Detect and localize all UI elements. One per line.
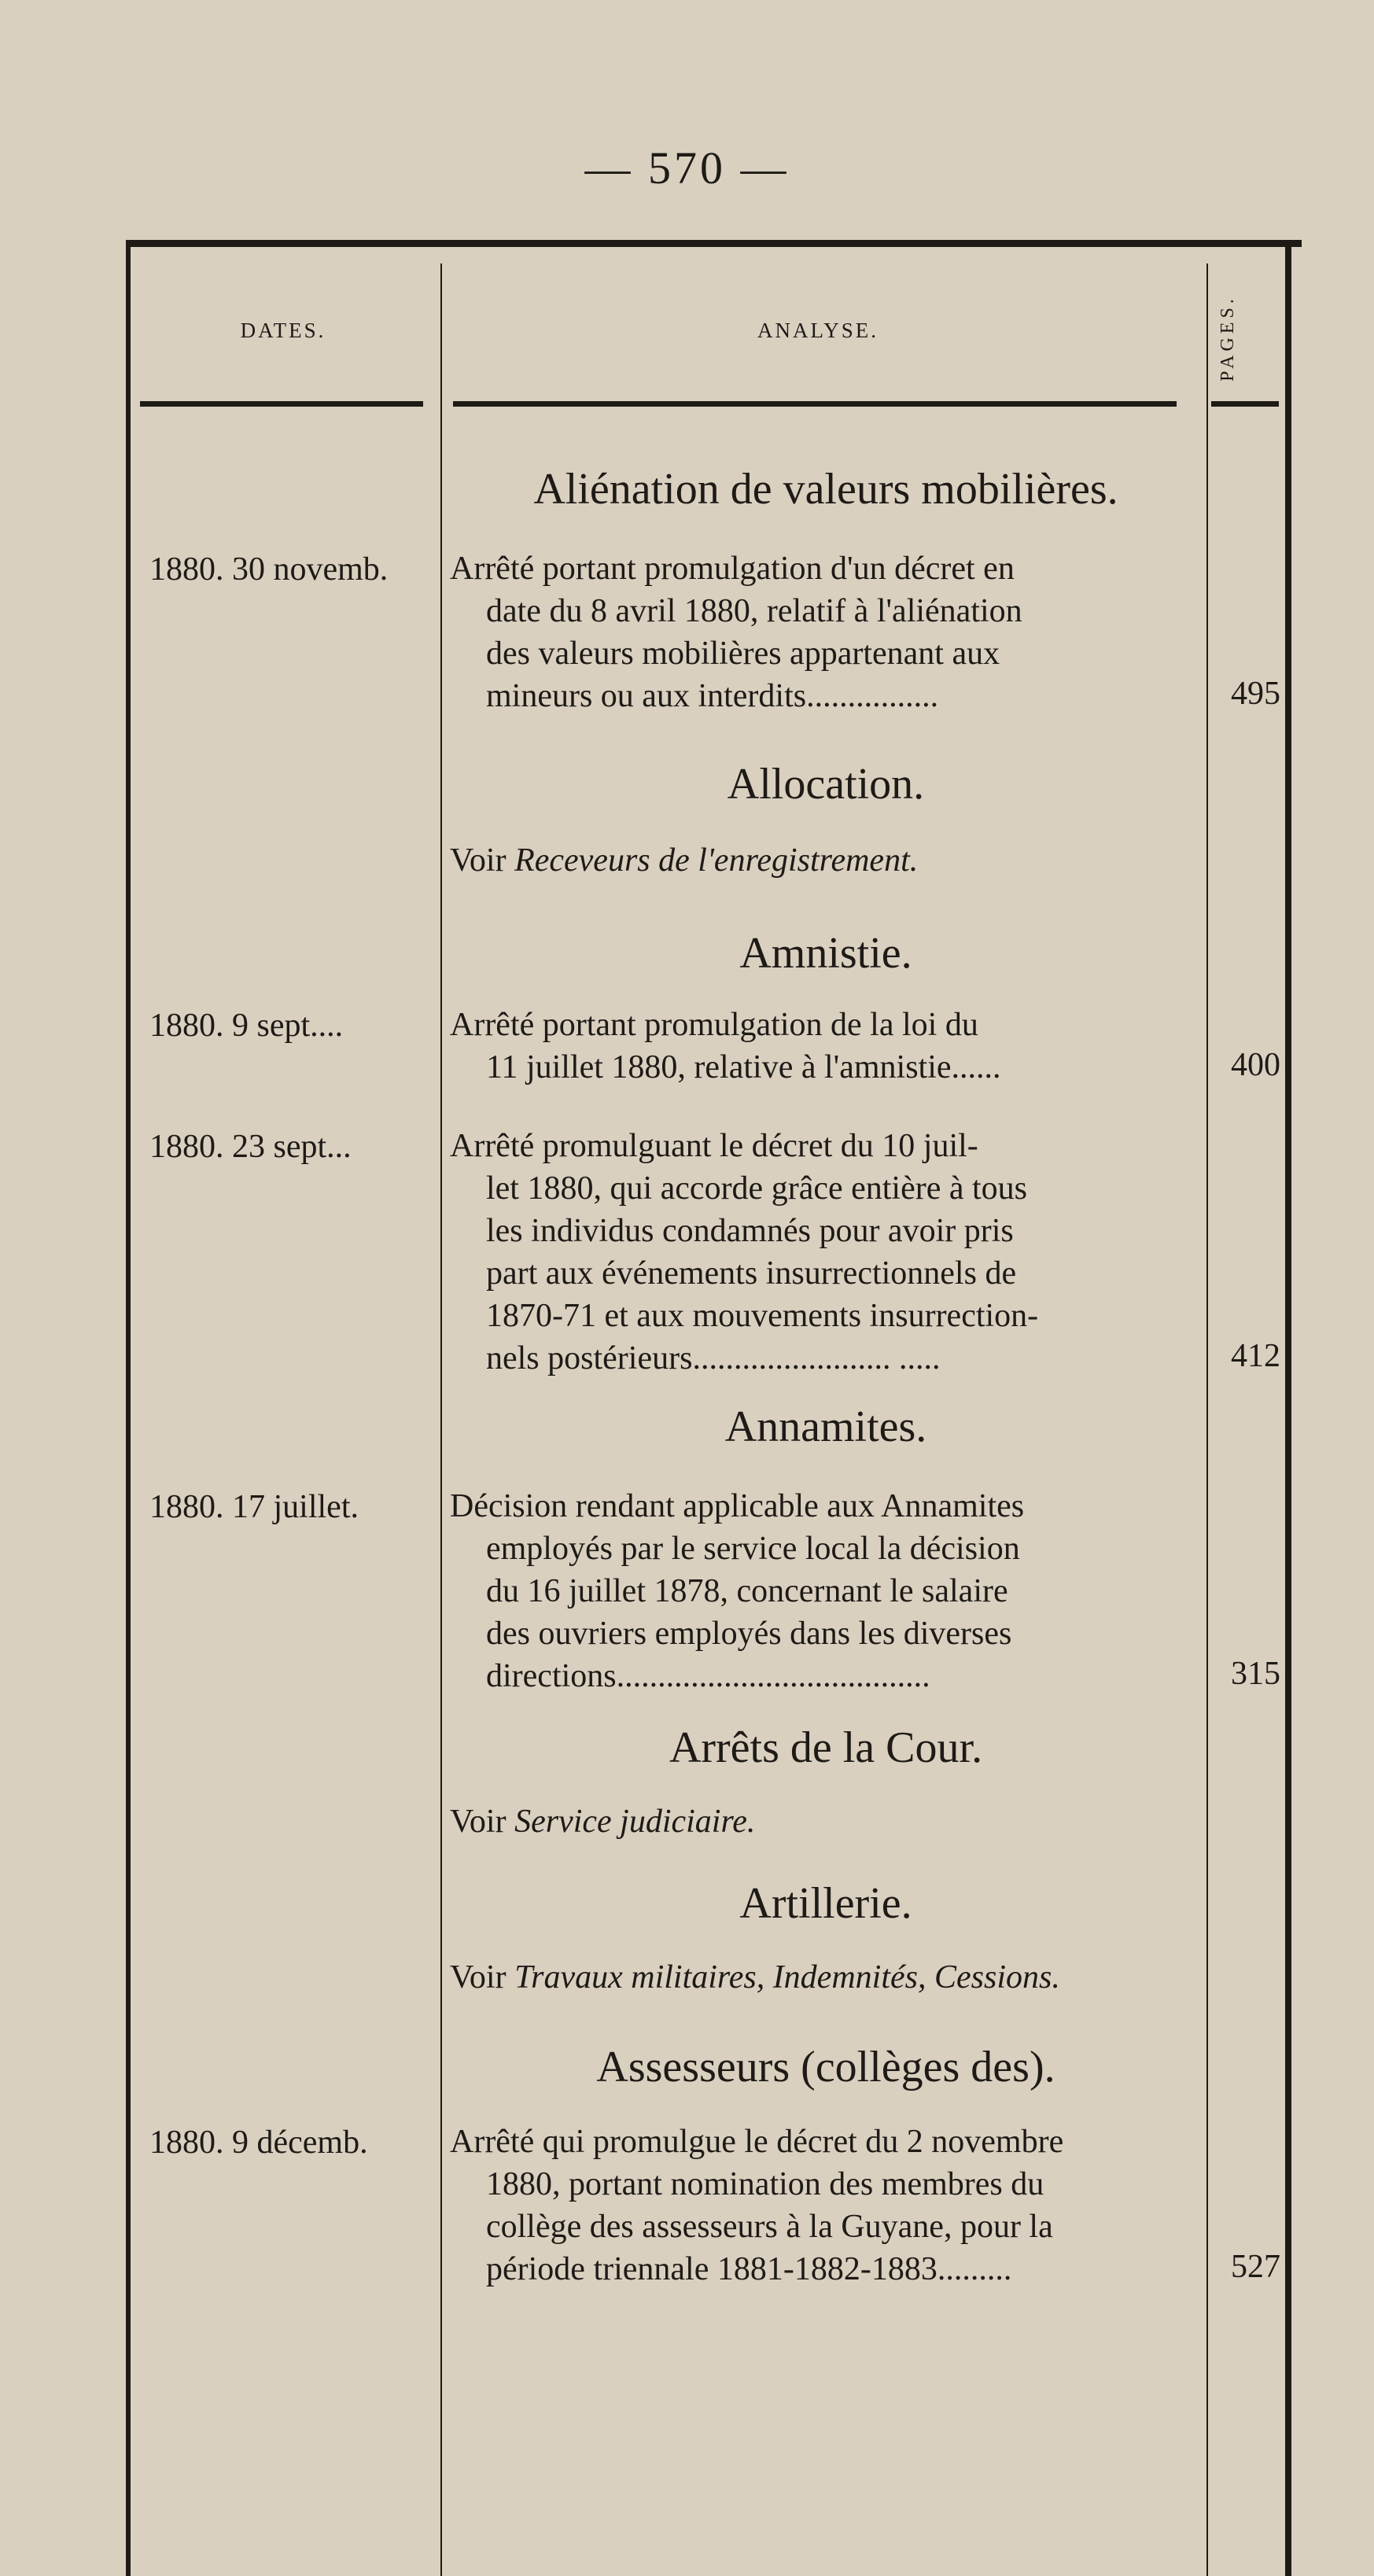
see-also-target: Receveurs de l'enregistrement. [514, 842, 919, 879]
entry-line: 1880, portant nomination des membres du [486, 2166, 1044, 2202]
entry-line: Décision rendant applicable aux Annamites [450, 1488, 1025, 1524]
entry-line: Arrêté promulguant le décret du 10 juil- [450, 1128, 978, 1164]
entry-line: directions...................................... [486, 1658, 930, 1694]
pages-header-underline [1211, 401, 1279, 407]
entry-line: du 16 juillet 1878, concernant le salaire [486, 1573, 1008, 1609]
page-reference: 315 [1231, 1656, 1280, 1692]
table-left-rule [126, 240, 131, 2576]
entry-line: des valeurs mobilières appartenant aux [486, 636, 1000, 672]
section-title: Aliénation de valeurs mobilières. [533, 465, 1118, 514]
table-right-rule [1285, 240, 1291, 2576]
see-also-prefix: Voir [450, 842, 507, 879]
entry-date: 1880. 17 juillet. [149, 1489, 359, 1525]
entry-text [450, 1485, 1189, 1697]
entry-line: des ouvriers employés dans les diverses [486, 1616, 1012, 1652]
section-title: Amnistie. [739, 929, 912, 978]
entry-line: Arrêté qui promulgue le décret du 2 novembre [450, 2124, 1064, 2160]
entry-date: 1880. 9 sept.... [149, 1008, 344, 1044]
section-title: Assesseurs (collèges des). [596, 2043, 1055, 2091]
entry-date: 1880. 30 novemb. [149, 551, 389, 588]
entry-line: collège des assesseurs à la Guyane, pour la [486, 2209, 1053, 2245]
dates-column-header: DATES. [240, 319, 326, 342]
section-title: Arrêts de la Cour. [669, 1723, 983, 1772]
entry-line: Arrêté portant promulgation d'un décret en [450, 551, 1015, 587]
entry-text [450, 547, 1189, 717]
page-number: — 570 — [584, 142, 790, 193]
entry-line: nels postérieurs........................ ..... [486, 1340, 941, 1376]
analyse-column-rule [1206, 263, 1208, 2576]
entry-date: 1880. 9 décemb. [149, 2125, 368, 2161]
page-reference: 400 [1231, 1047, 1280, 1083]
entry-line: les individus condamnés pour avoir pris [486, 1213, 1014, 1249]
entry-line: part aux événements insurrectionnels de [486, 1255, 1017, 1292]
see-also-reference [450, 842, 1205, 879]
pages-column-header: PAGES. [1217, 295, 1238, 381]
entry-line: Arrêté portant promulgation de la loi du [450, 1007, 978, 1043]
see-also-reference [450, 1959, 1205, 1996]
section-title: Annamites. [724, 1402, 927, 1451]
see-also-target: Service judiciaire. [514, 1804, 756, 1840]
section-title: Artillerie. [739, 1879, 912, 1928]
entry-line: 11 juillet 1880, relative à l'amnistie...... [486, 1049, 1001, 1085]
page-reference: 527 [1231, 2249, 1280, 2285]
table-top-rule [126, 240, 1302, 247]
analyse-column-header: ANALYSE. [757, 319, 879, 342]
entry-line: employés par le service local la décision [486, 1531, 1020, 1567]
section-title: Allocation. [727, 760, 925, 809]
entry-line: mineurs ou aux interdits................ [486, 678, 939, 714]
see-also-prefix: Voir [450, 1804, 507, 1840]
dates-header-underline [140, 401, 423, 407]
page-reference: 412 [1231, 1338, 1280, 1374]
entry-text [450, 2121, 1189, 2290]
entry-line: 1870-71 et aux mouvements insurrection- [486, 1298, 1039, 1334]
entry-date: 1880. 23 sept... [149, 1129, 352, 1165]
dates-column-rule [440, 263, 442, 2576]
page-reference: 495 [1231, 676, 1280, 712]
analyse-header-underline [453, 401, 1177, 407]
see-also-reference [450, 1803, 1205, 1841]
entry-text [450, 1004, 1189, 1089]
entry-line: date du 8 avril 1880, relatif à l'aliénation [486, 593, 1022, 629]
see-also-target: Travaux militaires, Indemnités, Cessions. [514, 1959, 1060, 1996]
see-also-prefix: Voir [450, 1959, 507, 1996]
entry-text [450, 1125, 1189, 1380]
entry-line: période triennale 1881-1882-1883......... [486, 2251, 1012, 2287]
entry-line: let 1880, qui accorde grâce entière à tous [486, 1170, 1028, 1207]
